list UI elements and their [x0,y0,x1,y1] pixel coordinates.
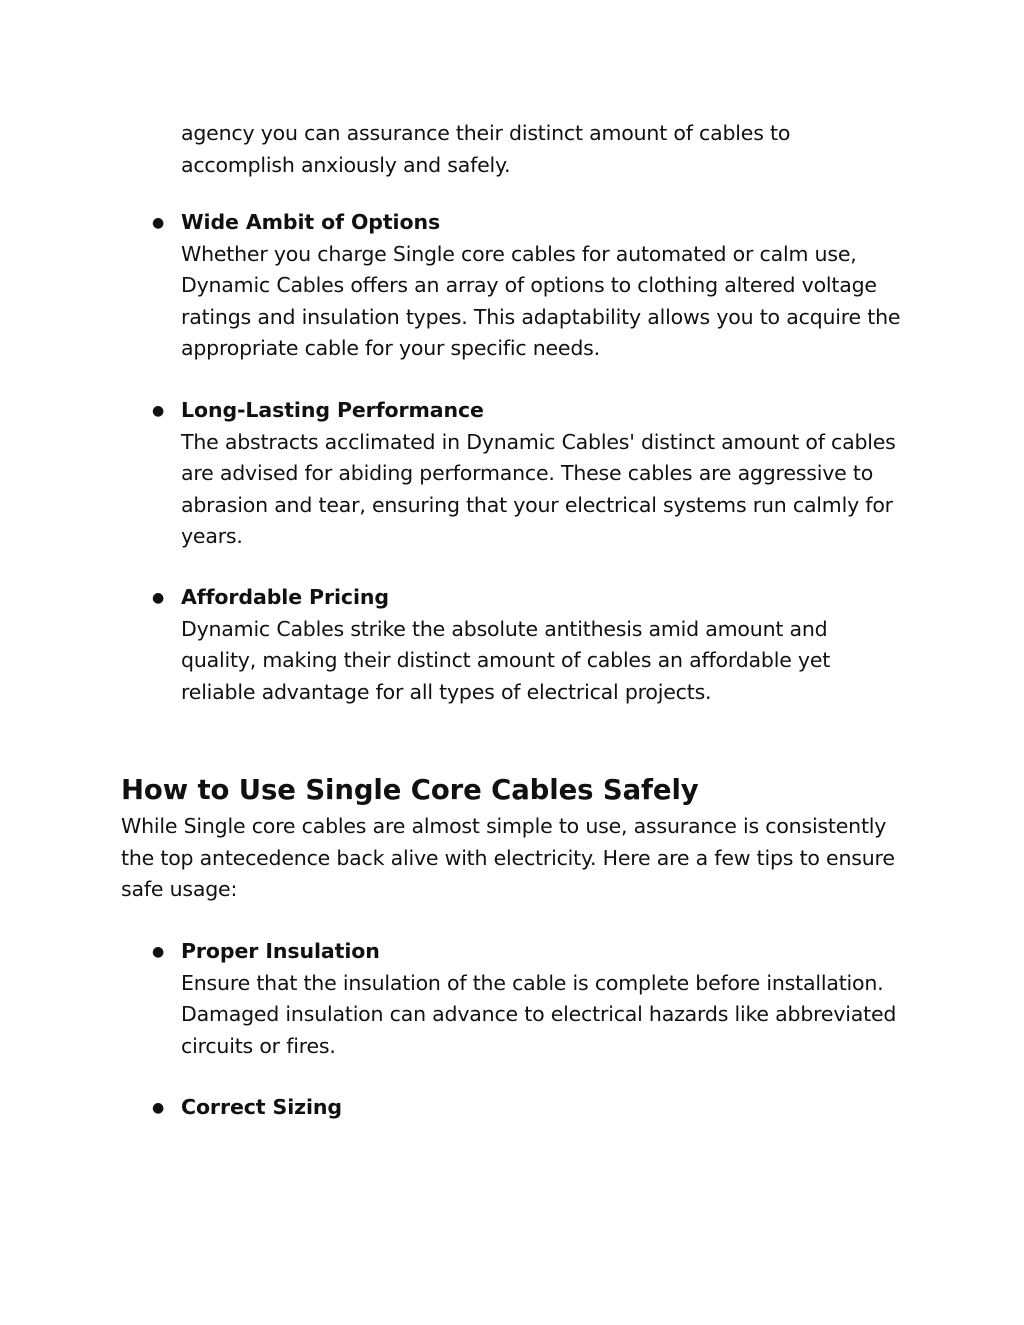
section-heading: How to Use Single Core Cables Safely [121,774,699,806]
list-item-description: Dynamic Cables strike the absolute antithesis amid amount and quality, making their distinct amount of cables an affordable yet reliable advantage for all types of electrical projects. [181,616,831,704]
section-paragraph: While Single core cables are almost simple to use, assurance is consistently the top antecedence back alive with electricity. Here are a few tips to ensure safe usage: [121,814,895,901]
list-item-description: Ensure that the insulation of the cable is complete before installation. Damaged insulation can advance to electrical hazards like abbreviated circuits or fires. [181,970,897,1058]
bullet-dot-icon: ● [152,590,165,606]
bullet-dot-icon: ● [152,403,165,419]
bullet-dot-icon: ● [152,944,165,960]
list-item-description: The abstracts acclimated in Dynamic Cables' distinct amount of cables are advised for abiding performance. These cables are aggressive to abrasion and tear, ensuring that your electrical systems run calmly for years. [181,429,896,548]
intro-continuation-text: agency you can assurance their distinct amount of cables to accomplish anxiously and safely. [181,121,791,177]
list-item-title: Correct Sizing [181,1095,342,1119]
bullet-dot-icon: ● [152,1100,165,1116]
list-item-title: Wide Ambit of Options [181,210,441,234]
list-item-title: Long-Lasting Performance [181,398,484,422]
bullet-dot-icon: ● [152,215,165,231]
list-item-title: Proper Insulation [181,939,380,963]
list-item-description: Whether you charge Single core cables for automated or calm use, Dynamic Cables offers an array of options to clothing altered voltage ratings and insulation types. This adaptability allows you to acquire the appropriate cable for your specific needs. [181,241,901,360]
list-item-title: Affordable Pricing [181,585,389,609]
